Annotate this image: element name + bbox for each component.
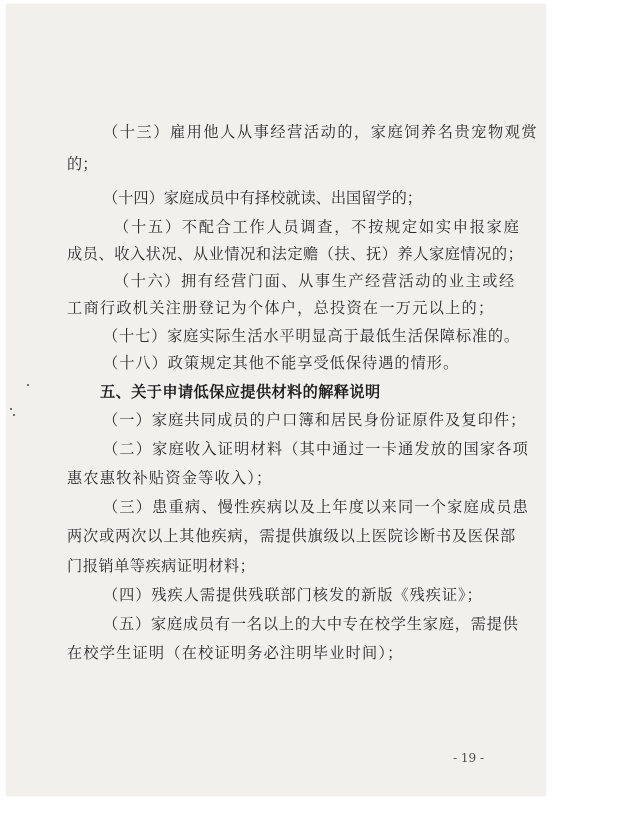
line-13-end: 的； bbox=[67, 155, 98, 173]
scan-speck bbox=[10, 408, 12, 410]
line-18: （十八）政策规定其他不能享受低保待遇的情形。 bbox=[103, 354, 460, 372]
page-number: - 19 - bbox=[453, 751, 485, 765]
item-three-start: （三）患重病、慢性疾病以及上年度以来同一个家庭成员患 bbox=[103, 498, 530, 516]
item-five-start: （五）家庭成员有一名以上的大中专在校学生家庭，需提供 bbox=[103, 615, 519, 633]
line-16-start: （十六）拥有经营门面、从事生产经营活动的业主或经 bbox=[114, 272, 516, 290]
scan-speck bbox=[27, 384, 29, 386]
section-five-heading: 五、关于申请低保应提供材料的解释说明 bbox=[100, 383, 381, 401]
line-15-end: 成员、收入状况、从业情况和法定赡（扶、抚）养人家庭情况的； bbox=[67, 245, 524, 263]
item-one: （一）家庭共同成员的户口簿和居民身份证原件及复印件； bbox=[103, 411, 527, 429]
line-15-start: （十五）不配合工作人员调查，不按规定如实申报家庭 bbox=[114, 218, 521, 236]
line-17: （十七）家庭实际生活水平明显高于最低生活保障标准的。 bbox=[103, 327, 520, 345]
item-two-start: （二）家庭收入证明材料（其中通过一卡通发放的国家各项 bbox=[103, 440, 530, 458]
item-two-end: 惠农惠牧补贴资金等收入）； bbox=[67, 469, 273, 487]
scan-speck bbox=[13, 414, 15, 416]
line-16-end: 工商行政机关注册登记为个体户，总投资在一万元以上的； bbox=[67, 299, 495, 317]
item-three-mid: 两次或两次以上其他疾病，需提供旗级以上医院诊断书及医保部 bbox=[67, 527, 517, 545]
item-three-end: 门报销单等疾病证明材料； bbox=[67, 557, 256, 575]
line-14: （十四）家庭成员中有择校就读、出国留学的； bbox=[103, 189, 422, 207]
item-five-end: 在校学生证明（在校证明务必注明毕业时间）； bbox=[67, 644, 404, 662]
line-13-start: （十三）雇用他人从事经营活动的，家庭饲养名贵宠物观赏 bbox=[103, 123, 539, 141]
item-four: （四）残疾人需提供残联部门核发的新版《残疾证》； bbox=[103, 586, 483, 604]
